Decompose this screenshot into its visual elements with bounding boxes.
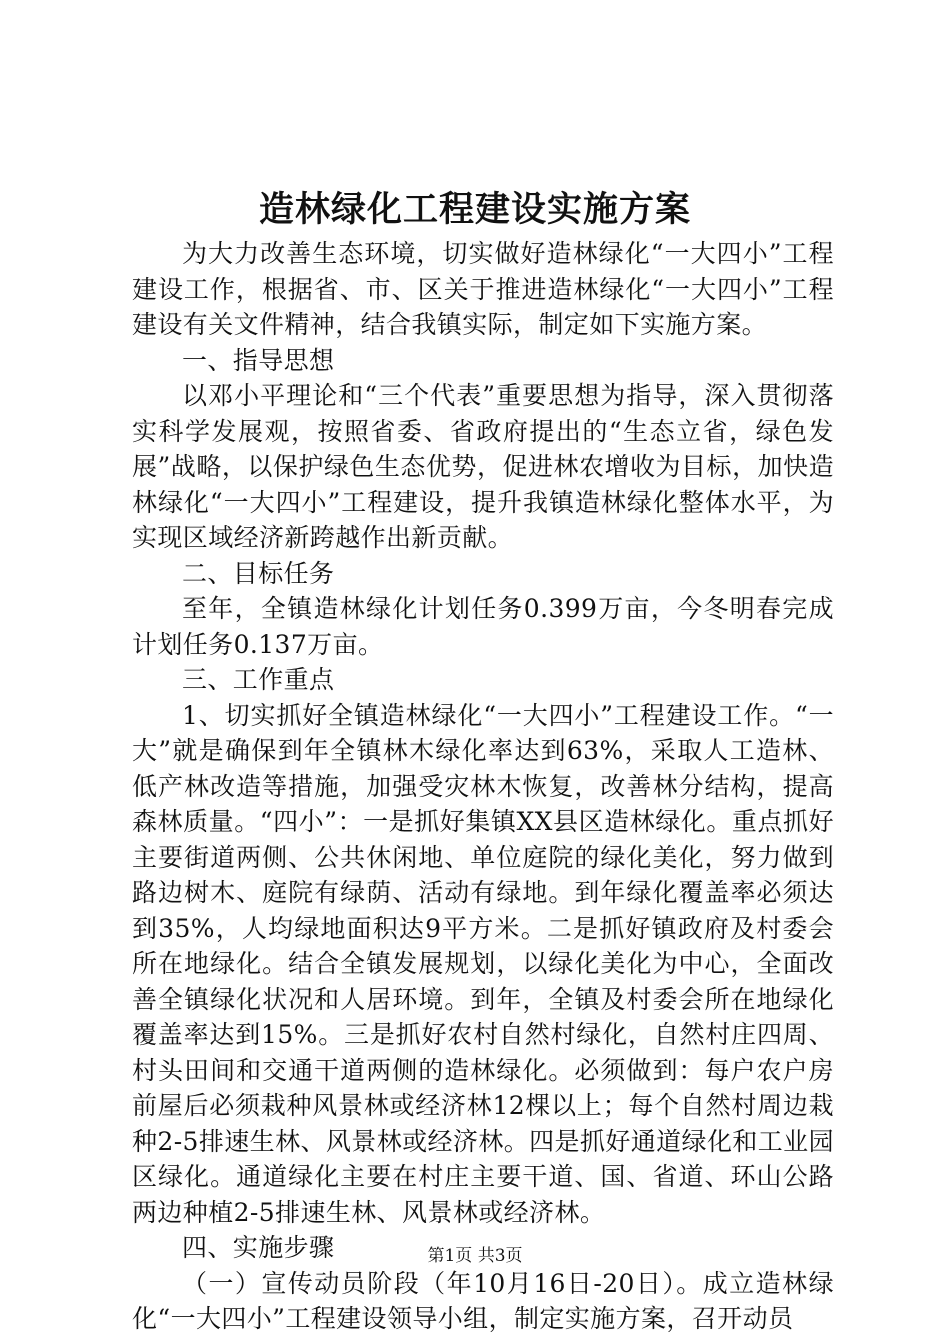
page-number-footer: 第1页 共3页 xyxy=(427,1246,523,1266)
section-paragraph-guiding-ideology: 以邓小平理论和“三个代表”重要思想为指导，深入贯彻落实科学发展观，按照省委、省政府提出的“生态立省，绿色发展”战略，以保护绿色生态优势，促进林农增收为目标，加快造林绿化“一大四小”工程建设，提升我镇造林绿化整体水平，为实现区域经济新跨越作出新贡献。 xyxy=(132,381,834,552)
section-paragraph-work-focus: 1、切实抓好全镇造林绿化“一大四小”工程建设工作。“一大”就是确保到年全镇林木绿化率达到63%，采取人工造林、低产林改造等措施，加强受灾林木恢复，改善林分结构，提高森林质量。“四小”：一是抓好集镇XX县区造林绿化。重点抓好主要街道两侧、公共休闲地、单位庭院的绿化美化，努力做到路边树木、庭院有绿荫、活动有绿地。到年绿化覆盖率必须达到35%，人均绿地面积达9平方米。二是抓好镇政府及村委会所在地绿化。结合全镇发展规划，以绿化美化为中心，全面改善全镇绿化状况和人居环境。到年，全镇及村委会所在地绿化覆盖率达到15%。三是抓好农村自然村绿化，自然村庄四周、村头田间和交通干道两侧的造林绿化。必须做到：每户农户房前屋后必须栽种风景林或经济林12棵以上；每个自然村周边栽种2-5排速生林、风景林或经济林。四是抓好通道绿化和工业园区绿化。通道绿化主要在村庄主要干道、国、省道、环山公路两边种植2-5排速生林、风景林或经济林。 xyxy=(132,700,834,1227)
section-paragraph-implementation-steps: （一）宣传动员阶段（年10月16日-20日）。成立造林绿化“一大四小”工程建设领导小组，制定实施方案，召开动员 xyxy=(132,1268,834,1333)
section-heading-target-tasks: 二、目标任务 xyxy=(182,558,335,588)
section-heading-guiding-ideology: 一、指导思想 xyxy=(182,345,335,375)
document-body xyxy=(132,236,834,1337)
section-heading-implementation-steps: 四、实施步骤 xyxy=(182,1233,335,1262)
intro-paragraph: 为大力改善生态环境，切实做好造林绿化“一大四小”工程建设工作，根据省、市、区关于推进造林绿化“一大四小”工程建设有关文件精神，结合我镇实际，制定如下实施方案。 xyxy=(132,239,834,339)
section-paragraph-target-tasks: 至年，全镇造林绿化计划任务0.399万亩，今冬明春完成计划任务0.137万亩。 xyxy=(132,594,834,659)
section-heading-work-focus: 三、工作重点 xyxy=(182,665,335,694)
document-title: 造林绿化工程建设实施方案 xyxy=(258,189,691,230)
